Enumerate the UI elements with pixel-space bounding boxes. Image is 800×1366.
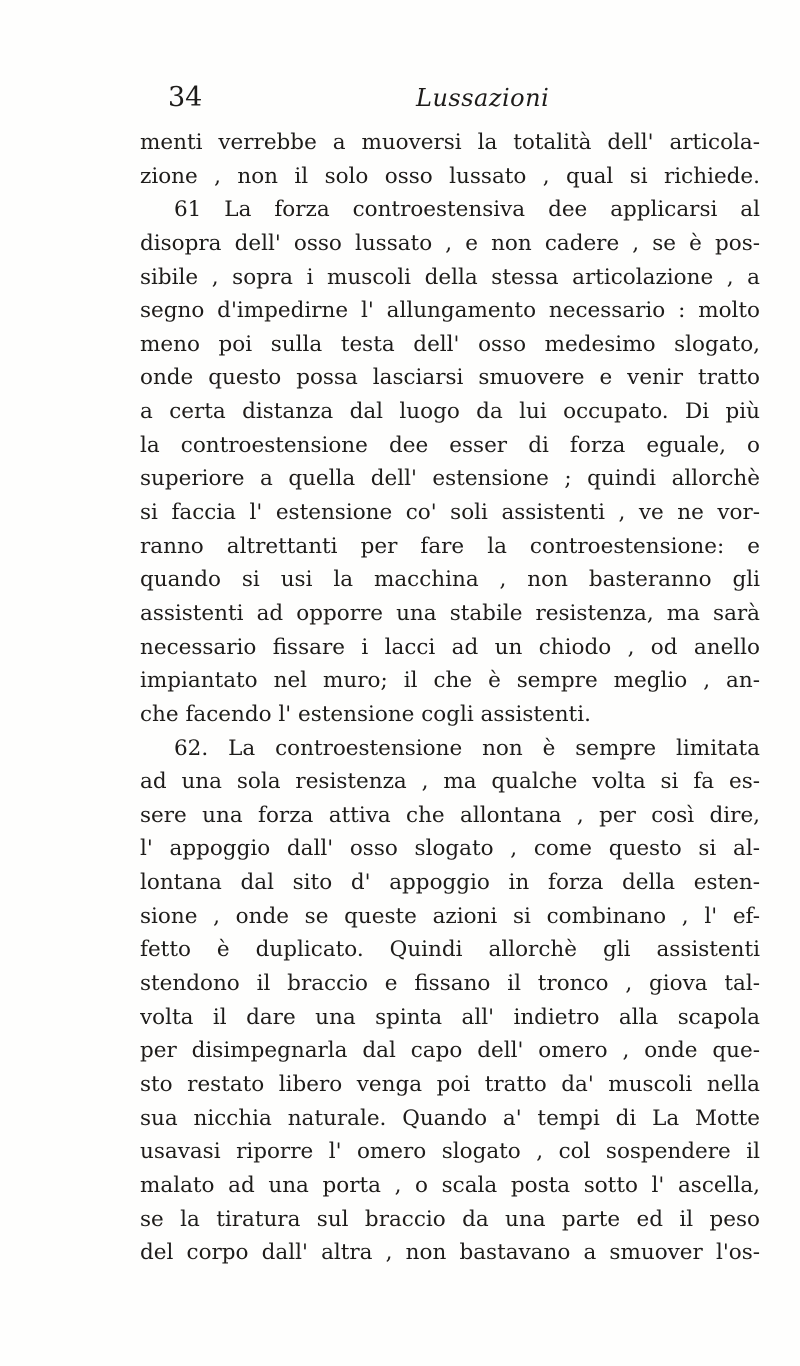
- text-line: superiore a quella dell' estensione ; quindi allorchè: [140, 466, 760, 492]
- paragraph-61-start: 61 La forza controestensiva dee applicarsi al: [174, 197, 760, 223]
- text-line: onde questo possa lasciarsi smuovere e venir tratto: [140, 365, 760, 391]
- text-line: ad una sola resistenza , ma qualche volta si fa es-: [140, 769, 760, 795]
- text-line: segno d'impedirne l' allungamento necessario : molto: [140, 298, 760, 324]
- text-line: impiantato nel muro; il che è sempre meglio , an-: [140, 668, 760, 694]
- text-line: stendono il braccio e fissano il tronco , giova tal-: [140, 971, 760, 997]
- page-number: 34: [168, 82, 203, 113]
- text-line: la controestensione dee esser di forza eguale, o: [140, 432, 760, 458]
- text-line: usavasi riporre l' omero slogato , col sospendere il: [140, 1139, 760, 1165]
- paragraph-61-end: che facendo l' estensione cogli assistenti.: [140, 701, 591, 727]
- text-line: zione , non il solo osso lussato , qual si richiede.: [140, 163, 760, 189]
- text-line: sibile , sopra i muscoli della stessa articolazione , a: [140, 264, 760, 290]
- running-head: Lussazioni: [416, 84, 550, 112]
- text-line: sua nicchia naturale. Quando a' tempi di La Motte: [140, 1105, 760, 1131]
- text-line: volta il dare una spinta all' indietro alla scapola: [140, 1004, 760, 1030]
- text-line: del corpo dall' altra , non bastavano a smuover l'os-: [140, 1240, 760, 1266]
- text-line: sto restato libero venga poi tratto da' muscoli nella: [140, 1071, 760, 1097]
- text-line: sione , onde se queste azioni si combinano , l' ef-: [140, 903, 760, 929]
- text-line: ranno altrettanti per fare la controestensione: e: [140, 533, 760, 559]
- text-line: sere una forza attiva che allontana , per così dire,: [140, 802, 760, 828]
- text-line: malato ad una porta , o scala posta sotto l' ascella,: [140, 1172, 760, 1198]
- body-text: [140, 126, 760, 1270]
- text-line: l' appoggio dall' osso slogato , come questo si al-: [140, 836, 760, 862]
- text-line: lontana dal sito d' appoggio in forza della esten-: [140, 870, 760, 896]
- paragraph-62-start: 62. La controestensione non è sempre limitata: [174, 735, 760, 761]
- text-line: a certa distanza dal luogo da lui occupato. Di più: [140, 399, 760, 425]
- text-line: per disimpegnarla dal capo dell' omero , onde que-: [140, 1038, 760, 1064]
- text-line: menti verrebbe a muoversi la totalità dell' articola-: [140, 130, 760, 155]
- page-header: [168, 78, 748, 118]
- text-line: se la tiratura sul braccio da una parte ed il peso: [140, 1206, 760, 1232]
- text-line: assistenti ad opporre una stabile resistenza, ma sarà: [140, 600, 760, 626]
- text-line: meno poi sulla testa dell' osso medesimo slogato,: [140, 331, 760, 357]
- text-line: quando si usi la macchina , non basteranno gli: [140, 567, 760, 593]
- text-line: disopra dell' osso lussato , e non cadere , se è pos-: [140, 230, 760, 256]
- text-line: fetto è duplicato. Quindi allorchè gli assistenti: [140, 937, 760, 963]
- text-line: si faccia l' estensione co' soli assistenti , ve ne vor-: [140, 500, 760, 526]
- text-line: necessario fissare i lacci ad un chiodo , od anello: [140, 634, 760, 660]
